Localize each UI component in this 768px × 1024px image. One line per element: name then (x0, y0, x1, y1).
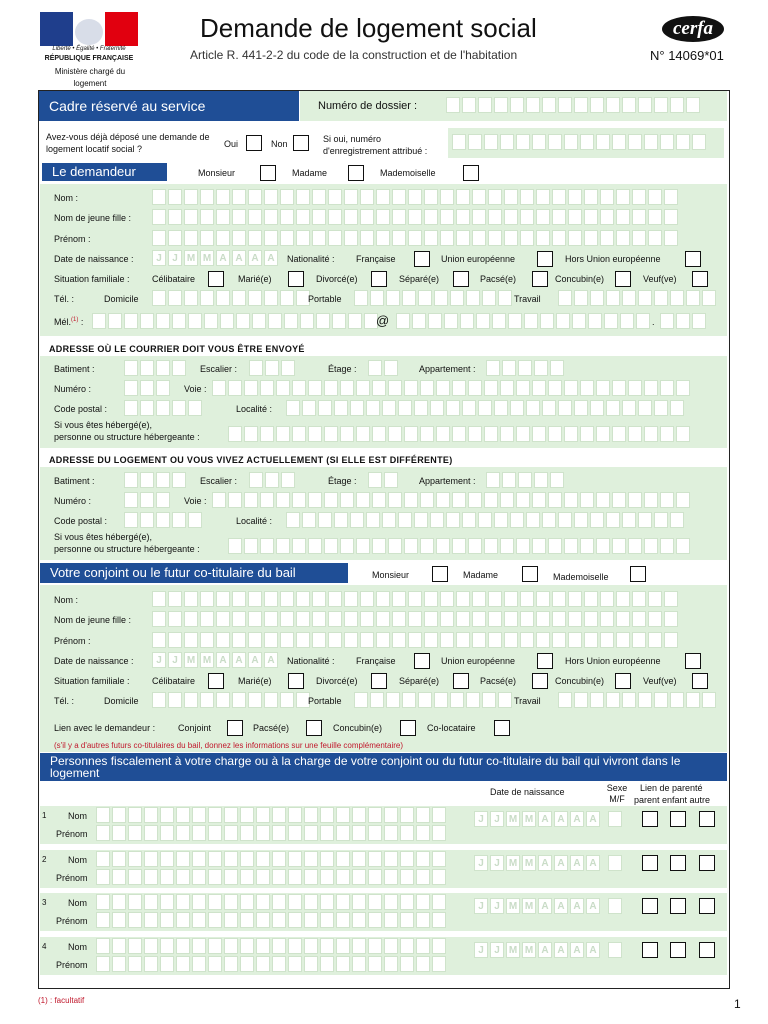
person-prenom-label: Prénom (56, 960, 88, 970)
adr1-voie-label: Voie : (184, 384, 207, 394)
facultatif-note: (1) : facultatif (38, 996, 85, 1005)
person-prenom-label: Prénom (56, 829, 88, 839)
adr1-etage-input[interactable] (368, 360, 398, 376)
person-nom-label: Nom (68, 811, 88, 821)
adr1-numero-input[interactable] (124, 380, 170, 396)
demandeur-tel-portable-input[interactable] (354, 290, 512, 306)
person-sexe-input[interactable] (608, 942, 622, 958)
demandeur-prenom-input[interactable] (152, 230, 678, 246)
dossier-number-input[interactable] (446, 97, 700, 113)
demandeur-nom-input[interactable] (152, 189, 678, 205)
adr2-batiment-input[interactable] (124, 472, 186, 488)
previous-non-checkbox[interactable] (293, 135, 309, 151)
conjoint-tel-portable-input[interactable] (354, 692, 512, 708)
adr2-localite-input[interactable] (286, 512, 684, 528)
tel-label: Tél. : (54, 294, 75, 304)
adr1-heberge-input[interactable] (228, 426, 690, 442)
cotitulaires-note: (s'il y a d'autres futurs co-titulaires du bail, donnez les informations sur une feuille complémentaire) (54, 741, 403, 750)
conjoint-madame-checkbox[interactable] (522, 566, 538, 582)
person-parent-checkbox[interactable] (642, 855, 658, 871)
sexe-header: Sexe M/F (606, 783, 628, 804)
sit-veuf-label: Veuf(ve) (643, 274, 677, 284)
previous-question: Avez-vous déjà déposé une demande de logement locatif social ? (46, 132, 210, 154)
conj-civ-monsieur-label: Monsieur (372, 570, 410, 580)
demandeur-tel-domicile-input[interactable] (152, 290, 310, 306)
lien-colocataire-checkbox[interactable] (494, 720, 510, 736)
conjoint-header: Votre conjoint ou le futur co-titulaire du bail (40, 563, 348, 583)
civ-monsieur-label: Monsieur (198, 168, 236, 178)
person-enfant-checkbox[interactable] (670, 898, 686, 914)
sit-celibataire-label: Célibataire (152, 274, 196, 284)
lien-concubin-label: Concubin(e) (333, 723, 383, 733)
conjoint-separe-checkbox[interactable] (453, 673, 469, 689)
at-sign: @ (376, 313, 390, 328)
person-autre-checkbox[interactable] (699, 855, 715, 871)
adr2-etage-label: Étage : (328, 476, 357, 486)
dossier-label: Numéro de dossier : (318, 100, 418, 112)
person-sexe-input[interactable] (608, 898, 622, 914)
demandeur-tel-travail-input[interactable] (558, 290, 716, 306)
lien-pacse-label: Pacsé(e) (253, 723, 290, 733)
person-autre-checkbox[interactable] (699, 811, 715, 827)
adr1-heberge-label2: personne ou structure hébergeante : (54, 432, 200, 442)
page-title: Demande de logement social (200, 13, 537, 43)
conj-civ-mademoiselle-label: Mademoiselle (553, 572, 609, 582)
person-prenom-input[interactable] (96, 869, 446, 885)
conj-situation-label: Situation familiale : (54, 676, 130, 686)
dot-sign: . (652, 317, 655, 327)
conjoint-francaise-checkbox[interactable] (414, 653, 430, 669)
conj-nationalite-label: Nationalité : (287, 656, 335, 666)
travail-label: Travail (514, 294, 541, 304)
lien-parente-header: Lien de parenté (640, 783, 703, 793)
adr1-code-postal-input[interactable] (124, 400, 202, 416)
person-number: 2 (42, 855, 47, 864)
conjoint-mademoiselle-checkbox[interactable] (630, 566, 646, 582)
nom-label: Nom : (54, 193, 79, 203)
mel-note: (1) (71, 317, 79, 323)
conj-prenom-label: Prénom : (54, 636, 91, 646)
jeune-fille-label: Nom de jeune fille : (54, 213, 132, 223)
date-naissance-header: Date de naissance (490, 787, 565, 797)
person-prenom-label: Prénom (56, 916, 88, 926)
republique-motto: Liberté • Égalité • Fraternité (52, 46, 126, 52)
person-prenom-label: Prénom (56, 873, 88, 883)
demandeur-monsieur-checkbox[interactable] (260, 165, 276, 181)
conjoint-ue-checkbox[interactable] (537, 653, 553, 669)
adr1-appartement-input[interactable] (486, 360, 564, 376)
adr2-numero-label: Numéro : (54, 496, 92, 506)
naissance-label: Date de naissance : (54, 254, 134, 264)
demandeur-mel-domaine-input[interactable] (396, 313, 650, 329)
adr2-etage-input[interactable] (368, 472, 398, 488)
adr2-code-postal-label: Code postal : (54, 516, 108, 526)
lien-colocataire-label: Co-locataire (427, 723, 476, 733)
demandeur-mademoiselle-checkbox[interactable] (463, 165, 479, 181)
adr1-etage-label: Étage : (328, 364, 357, 374)
adr2-escalier-input[interactable] (249, 472, 295, 488)
conjoint-veuf-checkbox[interactable] (692, 673, 708, 689)
person-enfant-checkbox[interactable] (670, 811, 686, 827)
service-header: Cadre réservé au service (39, 91, 299, 121)
person-number: 1 (42, 811, 47, 820)
adr2-heberge-label2: personne ou structure hébergeante : (54, 544, 200, 554)
nationalite-label: Nationalité : (287, 254, 335, 264)
domicile-label: Domicile (104, 294, 139, 304)
adr1-batiment-input[interactable] (124, 360, 186, 376)
adr2-voie-label: Voie : (184, 496, 207, 506)
adr2-localite-label: Localité : (236, 516, 273, 526)
nat-ue-label: Union européenne (441, 254, 516, 264)
conj-sit-marie-label: Marié(e) (238, 676, 272, 686)
person-parent-checkbox[interactable] (642, 898, 658, 914)
adr1-localite-input[interactable] (286, 400, 684, 416)
person-autre-checkbox[interactable] (699, 942, 715, 958)
person-nom-label: Nom (68, 942, 88, 952)
sit-separe-label: Séparé(e) (399, 274, 440, 284)
republique-name: RÉPUBLIQUE FRANÇAISE (44, 55, 134, 62)
adr1-escalier-input[interactable] (249, 360, 295, 376)
person-nom-input[interactable] (96, 894, 446, 910)
demandeur-hors-ue-checkbox[interactable] (685, 251, 701, 267)
conjoint-divorce-checkbox[interactable] (371, 673, 387, 689)
person-nom-label: Nom (68, 898, 88, 908)
conjoint-jeune-fille-input[interactable] (152, 611, 678, 627)
nat-hors-ue-label: Hors Union européenne (565, 254, 661, 264)
conjoint-celibataire-checkbox[interactable] (208, 673, 224, 689)
person-number: 3 (42, 898, 47, 907)
conj-tel-label: Tél. : (54, 696, 75, 706)
mel-label: Mél.$^{(1)}$ : (54, 317, 84, 327)
conjoint-nom-input[interactable] (152, 591, 678, 607)
conjoint-tel-domicile-input[interactable] (152, 692, 310, 708)
prenom-label: Prénom : (54, 234, 91, 244)
adresse-actuelle-title: ADRESSE DU LOGEMENT OU VOUS VIVEZ ACTUELLEMENT (SI ELLE EST DIFFÉRENTE) (49, 455, 453, 465)
conj-sit-pacse-label: Pacsé(e) (480, 676, 517, 686)
lien-conjoint-label: Conjoint (178, 723, 212, 733)
conj-travail-label: Travail (514, 696, 541, 706)
sit-pacse-label: Pacsé(e) (480, 274, 517, 284)
demandeur-pacse-checkbox[interactable] (532, 271, 548, 287)
cerfa-logo: cerfa (662, 16, 724, 42)
demandeur-divorce-checkbox[interactable] (371, 271, 387, 287)
demandeur-ue-checkbox[interactable] (537, 251, 553, 267)
person-autre-checkbox[interactable] (699, 898, 715, 914)
oui-label: Oui (224, 139, 239, 149)
conj-sit-concubin-label: Concubin(e) (555, 676, 605, 686)
previous-oui-checkbox[interactable] (246, 135, 262, 151)
adr1-batiment-label: Batiment : (54, 364, 95, 374)
demandeur-header: Le demandeur (42, 163, 167, 181)
adr1-numero-label: Numéro : (54, 384, 92, 394)
person-naissance-input[interactable]: J J M M A A A A (474, 898, 600, 914)
adr2-code-postal-input[interactable] (124, 512, 202, 528)
adr2-numero-input[interactable] (124, 492, 170, 508)
demandeur-francaise-checkbox[interactable] (414, 251, 430, 267)
person-nom-label: Nom (68, 855, 88, 865)
conjoint-tel-travail-input[interactable] (558, 692, 716, 708)
demandeur-concubin-checkbox[interactable] (615, 271, 631, 287)
sit-concubin-label: Concubin(e) (555, 274, 605, 284)
situation-label: Situation familiale : (54, 274, 130, 284)
adr2-appartement-input[interactable] (486, 472, 564, 488)
adr2-heberge-label1: Si vous êtes hébergé(e), (54, 532, 153, 542)
conj-sit-celibataire-label: Célibataire (152, 676, 196, 686)
conj-jeune-fille-label: Nom de jeune fille : (54, 615, 132, 625)
portable-label: Portable (308, 294, 342, 304)
civ-mademoiselle-label: Mademoiselle (380, 168, 436, 178)
adr2-voie-input[interactable] (212, 492, 690, 508)
conj-sit-veuf-label: Veuf(ve) (643, 676, 677, 686)
adr1-heberge-label1: Si vous êtes hébergé(e), (54, 420, 153, 430)
person-nom-input[interactable] (96, 938, 446, 954)
person-sexe-input[interactable] (608, 811, 622, 827)
lien-pacse-checkbox[interactable] (306, 720, 322, 736)
person-sexe-input[interactable] (608, 855, 622, 871)
conjoint-concubin-checkbox[interactable] (615, 673, 631, 689)
conj-domicile-label: Domicile (104, 696, 139, 706)
page-subtitle: Article R. 441-2-2 du code de la construction et de l'habitation (190, 48, 518, 62)
personnes-header: Personnes fiscalement à votre charge ou à la charge de votre conjoint ou du futur co-titulaire du bail qui vivront dans le logement (40, 753, 727, 781)
parent-enfant-autre-header: parent enfant autre (634, 795, 711, 805)
demandeur-separe-checkbox[interactable] (453, 271, 469, 287)
person-naissance-input[interactable]: J J M M A A A A (474, 811, 600, 827)
person-naissance-input[interactable]: J J M M A A A A (474, 855, 600, 871)
conj-portable-label: Portable (308, 696, 342, 706)
non-label: Non (271, 139, 288, 149)
adr1-voie-input[interactable] (212, 380, 690, 396)
conj-nom-label: Nom : (54, 595, 79, 605)
conjoint-monsieur-checkbox[interactable] (432, 566, 448, 582)
adr2-escalier-label: Escalier : (200, 476, 238, 486)
conj-civ-madame-label: Madame (463, 570, 499, 580)
adr1-escalier-label: Escalier : (200, 364, 238, 374)
demandeur-jeune-fille-input[interactable] (152, 209, 678, 225)
person-parent-checkbox[interactable] (642, 942, 658, 958)
conjoint-naissance-input[interactable]: J J M M A A A A (152, 652, 278, 668)
sit-divorce-label: Divorcé(e) (316, 274, 358, 284)
adresse-courrier-title: ADRESSE OÙ LE COURRIER DOIT VOUS ÊTRE ENVOYÉ (49, 344, 305, 354)
lien-conjoint-checkbox[interactable] (227, 720, 243, 736)
demandeur-madame-checkbox[interactable] (348, 165, 364, 181)
conj-naissance-label: Date de naissance : (54, 656, 134, 666)
lien-label: Lien avec le demandeur : (54, 723, 156, 733)
conj-sit-separe-label: Séparé(e) (399, 676, 440, 686)
republique-logo (40, 12, 138, 46)
adr2-batiment-label: Batiment : (54, 476, 95, 486)
conj-sit-divorce-label: Divorcé(e) (316, 676, 358, 686)
adr1-appartement-label: Appartement : (419, 364, 476, 374)
demandeur-celibataire-checkbox[interactable] (208, 271, 224, 287)
conj-nat-ue-label: Union européenne (441, 656, 516, 666)
adr1-localite-label: Localité : (236, 404, 273, 414)
conjoint-hors-ue-checkbox[interactable] (685, 653, 701, 669)
lien-concubin-checkbox[interactable] (400, 720, 416, 736)
nat-francaise-label: Française (356, 254, 396, 264)
conj-nat-francaise-label: Française (356, 656, 396, 666)
demandeur-mel-extension-input[interactable] (660, 313, 706, 329)
adr2-appartement-label: Appartement : (419, 476, 476, 486)
numero-enregistrement-input[interactable] (452, 134, 706, 150)
person-prenom-input[interactable] (96, 912, 446, 928)
person-naissance-input[interactable]: J J M M A A A A (474, 942, 600, 958)
cerfa-number: N° 14069*01 (650, 48, 724, 63)
demandeur-mel-input[interactable] (92, 313, 378, 329)
numero-enregistrement-label: Si oui, numéro d'enregistrement attribué : (323, 134, 428, 156)
demandeur-veuf-checkbox[interactable] (692, 271, 708, 287)
conjoint-prenom-input[interactable] (152, 632, 678, 648)
civ-madame-label: Madame (292, 168, 328, 178)
person-parent-checkbox[interactable] (642, 811, 658, 827)
adr2-heberge-input[interactable] (228, 538, 690, 554)
conjoint-pacse-checkbox[interactable] (532, 673, 548, 689)
person-enfant-checkbox[interactable] (670, 942, 686, 958)
demandeur-naissance-input[interactable]: J J M M A A A A (152, 250, 278, 266)
person-nom-input[interactable] (96, 851, 446, 867)
adr1-code-postal-label: Code postal : (54, 404, 108, 414)
person-number: 4 (42, 942, 47, 951)
conj-nat-hors-ue-label: Hors Union européenne (565, 656, 661, 666)
conjoint-marie-checkbox[interactable] (288, 673, 304, 689)
sit-marie-label: Marié(e) (238, 274, 272, 284)
person-enfant-checkbox[interactable] (670, 855, 686, 871)
ministry-name: Ministère chargé du logement (54, 67, 126, 88)
person-prenom-input[interactable] (96, 825, 446, 841)
person-prenom-input[interactable] (96, 956, 446, 972)
person-nom-input[interactable] (96, 807, 446, 823)
page-number: 1 (734, 997, 741, 1011)
demandeur-marie-checkbox[interactable] (288, 271, 304, 287)
